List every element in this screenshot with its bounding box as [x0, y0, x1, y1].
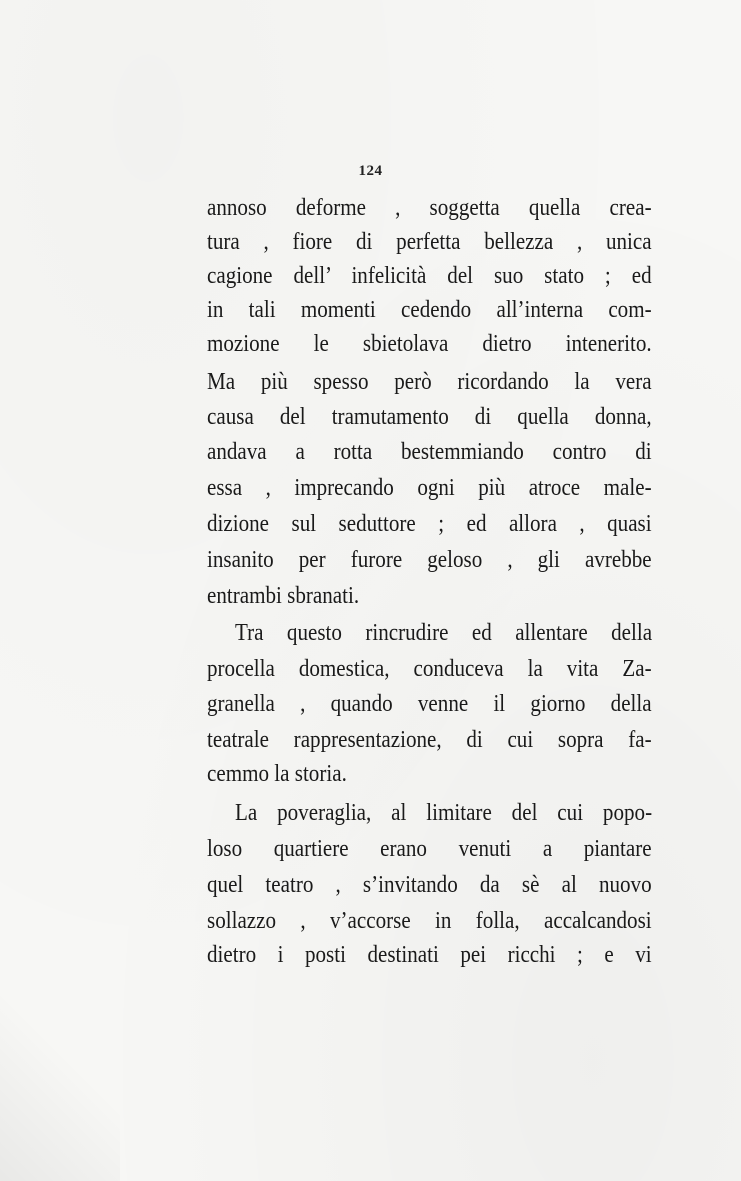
text-line-5: mozione le sbietolava dietro intenerito. [207, 330, 652, 357]
text-line-16: teatrale rappresentazione, di cui sopra fa- [207, 726, 652, 753]
text-line-22: dietro i posti destinati pei ricchi ; e vi [207, 941, 652, 968]
text-line-7: causa del tramutamento di quella donna, [207, 403, 652, 430]
text-line-10: dizione sul seduttore ; ed allora , quasi [207, 510, 652, 537]
text-line-13: Tra questo rincrudire ed allentare della [235, 619, 653, 646]
text-line-14: procella domestica, conduceva la vita Za- [207, 655, 652, 682]
text-line-21: sollazzo , v’accorse in folla, accalcandosi [207, 907, 652, 934]
page-number: 124 [358, 163, 383, 179]
text-line-9: essa , imprecando ogni più atroce male- [207, 474, 652, 501]
text-line-1: annoso deforme , soggetta quella crea- [207, 194, 652, 221]
text-line-20: quel teatro , s’invitando da sè al nuovo [207, 871, 652, 898]
text-line-12: entrambi sbranati. [207, 582, 360, 609]
text-line-18: La poveraglia, al limitare del cui popo- [235, 799, 653, 826]
text-line-19: loso quartiere erano venuti a piantare [207, 835, 652, 862]
text-line-4: in tali momenti cedendo all’interna com- [207, 296, 652, 323]
text-line-11: insanito per furore geloso , gli avrebbe [207, 546, 652, 573]
text-line-2: tura , fiore di perfetta bellezza , unica [207, 228, 652, 255]
text-line-8: andava a rotta bestemmiando contro di [207, 438, 652, 465]
text-line-3: cagione dell’ infelicità del suo stato ; ed [207, 262, 652, 289]
text-line-15: granella , quando venne il giorno della [207, 690, 652, 717]
text-line-6: Ma più spesso però ricordando la vera [207, 368, 652, 395]
page-edge-shadow [0, 981, 120, 1181]
text-line-17: cemmo la storia. [207, 760, 347, 787]
